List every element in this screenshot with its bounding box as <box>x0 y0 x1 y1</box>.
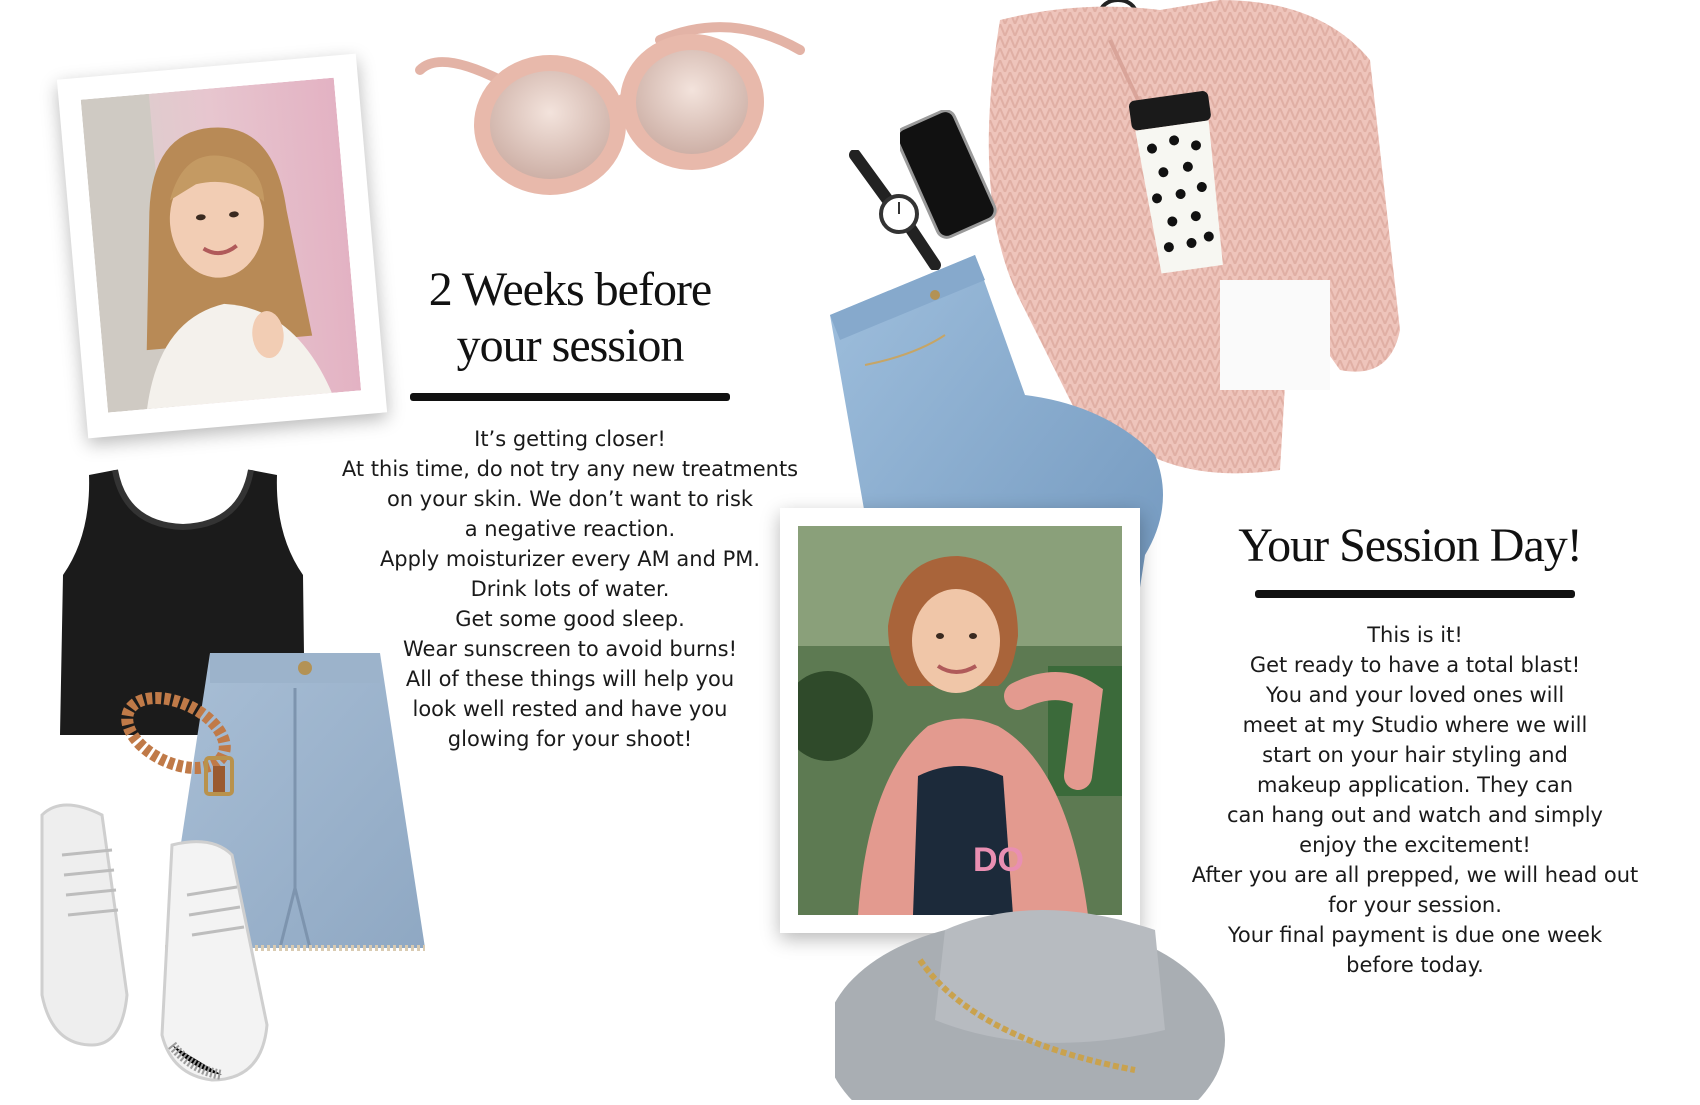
session-day-body-text: This is it! Get ready to have a total blast! You and your loved ones will meet at my Studio where we will start on your hair styling and makeup application. They can can hang out and watch and simply enjoy the excitement! After you are all prepped, we will head out for your session. Your final payment is due one week before today. <box>1191 623 1639 977</box>
two-weeks-heading <box>385 262 755 374</box>
portrait-photo-blonde <box>57 54 387 439</box>
session-day-heading-underline <box>1255 590 1575 598</box>
two-weeks-heading-underline <box>410 393 730 401</box>
braided-belt-image <box>118 688 248 808</box>
sneakers-image <box>22 795 282 1085</box>
svg-text:DO: DO <box>973 841 1024 879</box>
sunglasses-image <box>410 10 810 200</box>
two-weeks-heading-line1: 2 Weeks before <box>428 263 712 316</box>
grey-hat-image <box>835 890 1235 1100</box>
two-weeks-body-text: It’s getting closer! At this time, do not try any new treatments on your skin. We don’t want to risk a negative reaction. Apply moisturizer every AM and PM. Drink lots of water. Get some good sleep. Wear sunscreen to avoid burns! All of these things will help you look well rested and have you glowing for your shoot! <box>341 427 799 751</box>
wristwatch-image <box>835 150 945 270</box>
two-weeks-heading-line2: your session <box>456 319 684 372</box>
portrait-image-2 <box>798 526 1122 915</box>
portrait-image <box>81 78 361 413</box>
paper-sheet <box>1220 280 1330 390</box>
session-day-heading: Your Session Day! <box>1238 519 1582 572</box>
portrait-photo-pink-kimono <box>780 508 1140 933</box>
